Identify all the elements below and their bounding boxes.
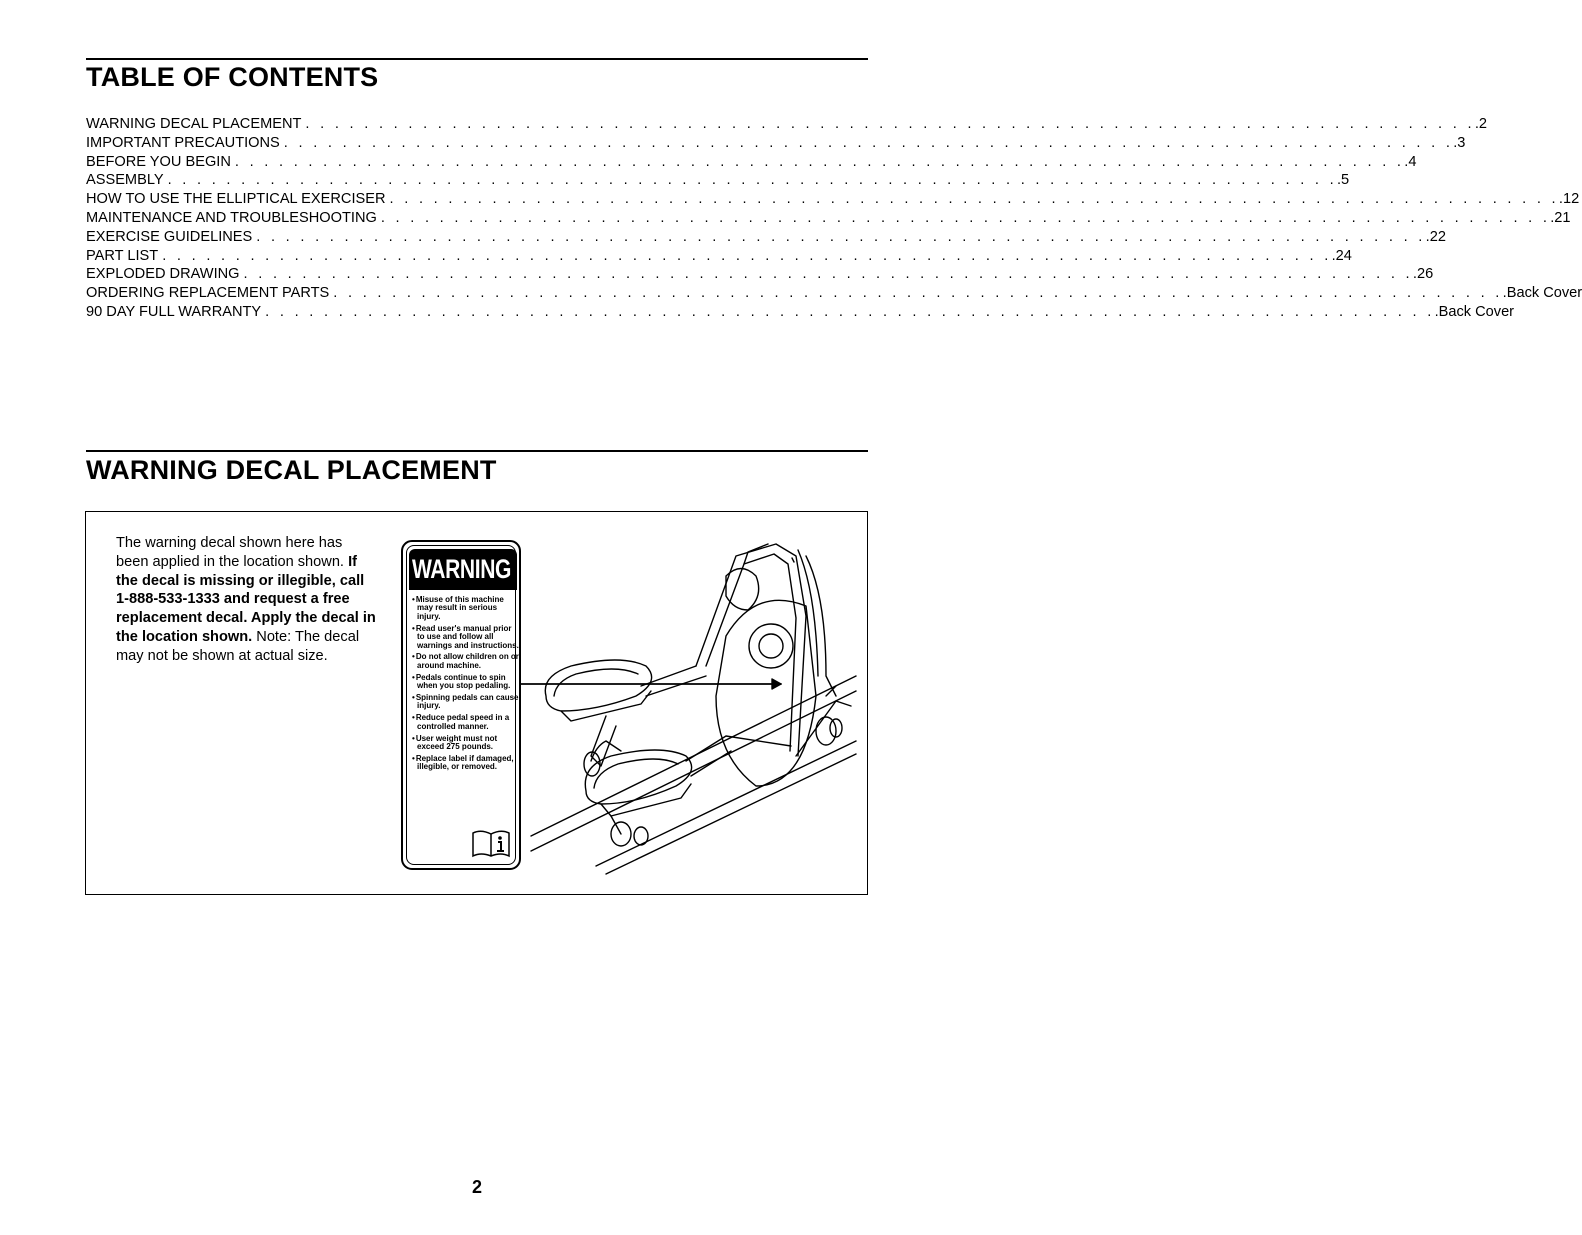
toc-list bbox=[86, 115, 1582, 322]
toc-entry-title: WARNING DECAL PLACEMENT bbox=[86, 116, 302, 132]
toc-entry-title: IMPORTANT PRECAUTIONS bbox=[86, 134, 280, 151]
toc-entry bbox=[86, 265, 1434, 284]
decal-warning-item: • Spinning pedals can cause injury. bbox=[411, 694, 521, 711]
toc-entry-page: .24 bbox=[1331, 247, 1352, 264]
toc-entry bbox=[86, 209, 1571, 228]
toc-entry bbox=[86, 303, 1515, 322]
toc-dot-leader: . . . . . . . . . . . . . . . . . . . . . . . . . . . . . . . . . . . . . . . . . . . . . . . . . . . . . . . . . . . . . . . . . . . . . . . . . . . . . . . . bbox=[389, 191, 1559, 208]
toc-entry bbox=[86, 134, 1466, 153]
toc-entry bbox=[86, 115, 1487, 134]
toc-entry-title: 90 DAY FULL WARRANTY bbox=[86, 303, 262, 320]
toc-entry-title: EXERCISE GUIDELINES bbox=[86, 228, 253, 245]
decal-note-intro: The warning decal shown here has been applied in the location shown. bbox=[116, 535, 344, 570]
toc-entry bbox=[86, 284, 1582, 303]
toc-dot-leader: . . . . . . . . . . . . . . . . . . . . . . . . . . . . . . . . . . . . . . . . . . . . . . . . . . . . . . . . . . . . . . . . . . . . . . . . . . . . . . . . bbox=[162, 247, 1332, 264]
toc-dot-leader: . . . . . . . . . . . . . . . . . . . . . . . . . . . . . . . . . . . . . . . . . . . . . . . . . . . . . . . . . . . . . . . . . . . . . . . . . . . . . . . . bbox=[167, 172, 1337, 189]
decal-header-text: WARNING bbox=[411, 554, 511, 584]
decal-note bbox=[116, 534, 378, 666]
toc-entry-page: .22 bbox=[1425, 228, 1446, 245]
decal-warning-item: • Misuse of this machine may result in serious injury. bbox=[411, 596, 521, 621]
toc-entry-page: .3 bbox=[1453, 134, 1466, 151]
toc-dot-leader: . . . . . . . . . . . . . . . . . . . . . . . . . . . . . . . . . . . . . . . . . . . . . . . . . . . . . . . . . . . . . . . . . . . . . . . . . . . . . . . . bbox=[283, 134, 1454, 151]
toc-entry bbox=[86, 228, 1446, 247]
decal-warning-item: • User weight must not exceed 275 pounds. bbox=[411, 735, 521, 752]
toc-entry-title: EXPLODED DRAWING bbox=[86, 266, 240, 283]
toc-entry-title: BEFORE YOU BEGIN bbox=[86, 153, 231, 170]
toc-dot-leader: . . . . . . . . . . . . . . . . . . . . . . . . . . . . . . . . . . . . . . . . . . . . . . . . . . . . . . . . . . . . . . . . . . . . . . . . . . . . . . . . bbox=[256, 228, 1426, 245]
toc-dot-leader: . . . . . . . . . . . . . . . . . . . . . . . . . . . . . . . . . . . . . . . . . . . . . . . . . . . . . . . . . . . . . . . . . . . . . . . . . . . . . . . . bbox=[380, 209, 1551, 226]
decal-note-tail: The decal may not be shown at actual size. bbox=[116, 628, 360, 664]
toc-dot-leader: . . . . . . . . . . . . . . . . . . . . . . . . . . . . . . . . . . . . . . . . . . . . . . . . . . . . . . . . . . . . . . . . . . . . . . . . . . . . . . . . bbox=[305, 116, 1475, 132]
toc-entry-title: ASSEMBLY bbox=[86, 172, 164, 189]
decal-items bbox=[411, 596, 521, 775]
decal-warning-item: • Pedals continue to spin when you stop pedaling. bbox=[411, 674, 521, 691]
warning-section-top-rule bbox=[86, 450, 868, 452]
toc-entry-page: .5 bbox=[1336, 172, 1350, 189]
toc-entry-title: MAINTENANCE AND TROUBLESHOOTING bbox=[86, 209, 377, 226]
toc-dot-leader: . . . . . . . . . . . . . . . . . . . . . . . . . . . . . . . . . . . . . . . . . . . . . . . . . . . . . . . . . . . . . . . . . . . . . . . . . . . . . . . . bbox=[265, 303, 1435, 320]
info-manual-icon bbox=[471, 828, 511, 858]
toc-entry-page: .26 bbox=[1412, 266, 1434, 283]
toc-entry-page: .2 bbox=[1474, 116, 1487, 132]
decal-placement-box bbox=[85, 511, 868, 895]
toc-dot-leader: . . . . . . . . . . . . . . . . . . . . . . . . . . . . . . . . . . . . . . . . . . . . . . . . . . . . . . . . . . . . . . . . . . . . . . . . . . . . . . . . bbox=[234, 153, 1405, 170]
warning-decal bbox=[401, 540, 521, 870]
toc-entry-page: .12 bbox=[1558, 191, 1580, 208]
toc-entry-title: PART LIST bbox=[86, 247, 159, 264]
toc-entry-title: HOW TO USE THE ELLIPTICAL EXERCISER bbox=[86, 191, 386, 208]
decal-header bbox=[409, 549, 517, 590]
toc-entry-title: ORDERING REPLACEMENT PARTS bbox=[86, 285, 330, 302]
decal-inner-border bbox=[406, 545, 519, 865]
toc-entry-page: .21 bbox=[1550, 209, 1571, 226]
decal-warning-item: • Do not allow children on or around machine. bbox=[411, 653, 521, 670]
toc-entry bbox=[86, 153, 1417, 172]
toc-entry bbox=[86, 171, 1350, 190]
decal-note-label: Note: bbox=[256, 628, 292, 645]
toc-dot-leader: . . . . . . . . . . . . . . . . . . . . . . . . . . . . . . . . . . . . . . . . . . . . . . . . . . . . . . . . . . . . . . . . . . . . . . . . . . . . . . . . bbox=[243, 266, 1413, 283]
decal-warning-item: • Read user's manual prior to use and follow all warnings and instructions. bbox=[411, 625, 521, 650]
toc-entry-page: .Back Cover bbox=[1502, 285, 1582, 302]
toc-heading: TABLE OF CONTENTS bbox=[86, 62, 379, 92]
toc-entry-page: .4 bbox=[1404, 153, 1417, 170]
decal-warning-item: • Replace label if damaged, illegible, or removed. bbox=[411, 755, 521, 772]
toc-dot-leader: . . . . . . . . . . . . . . . . . . . . . . . . . . . . . . . . . . . . . . . . . . . . . . . . . . . . . . . . . . . . . . . . . . . . . . . . . . . . . . . . bbox=[333, 285, 1503, 302]
decal-warning-item: • Reduce pedal speed in a controlled manner. bbox=[411, 714, 521, 731]
toc-entry bbox=[86, 190, 1580, 209]
toc-entry-page: .Back Cover bbox=[1434, 303, 1515, 320]
toc-entry bbox=[86, 247, 1352, 266]
warning-section-heading: WARNING DECAL PLACEMENT bbox=[86, 455, 497, 485]
toc-top-rule bbox=[86, 58, 868, 60]
decal-note-instructions: If the decal is missing or illegible, call 1-888-533-1333 and request a free replacement decal. Apply the decal in the location shown. bbox=[116, 553, 376, 645]
page-number: 2 bbox=[471, 1177, 482, 1197]
